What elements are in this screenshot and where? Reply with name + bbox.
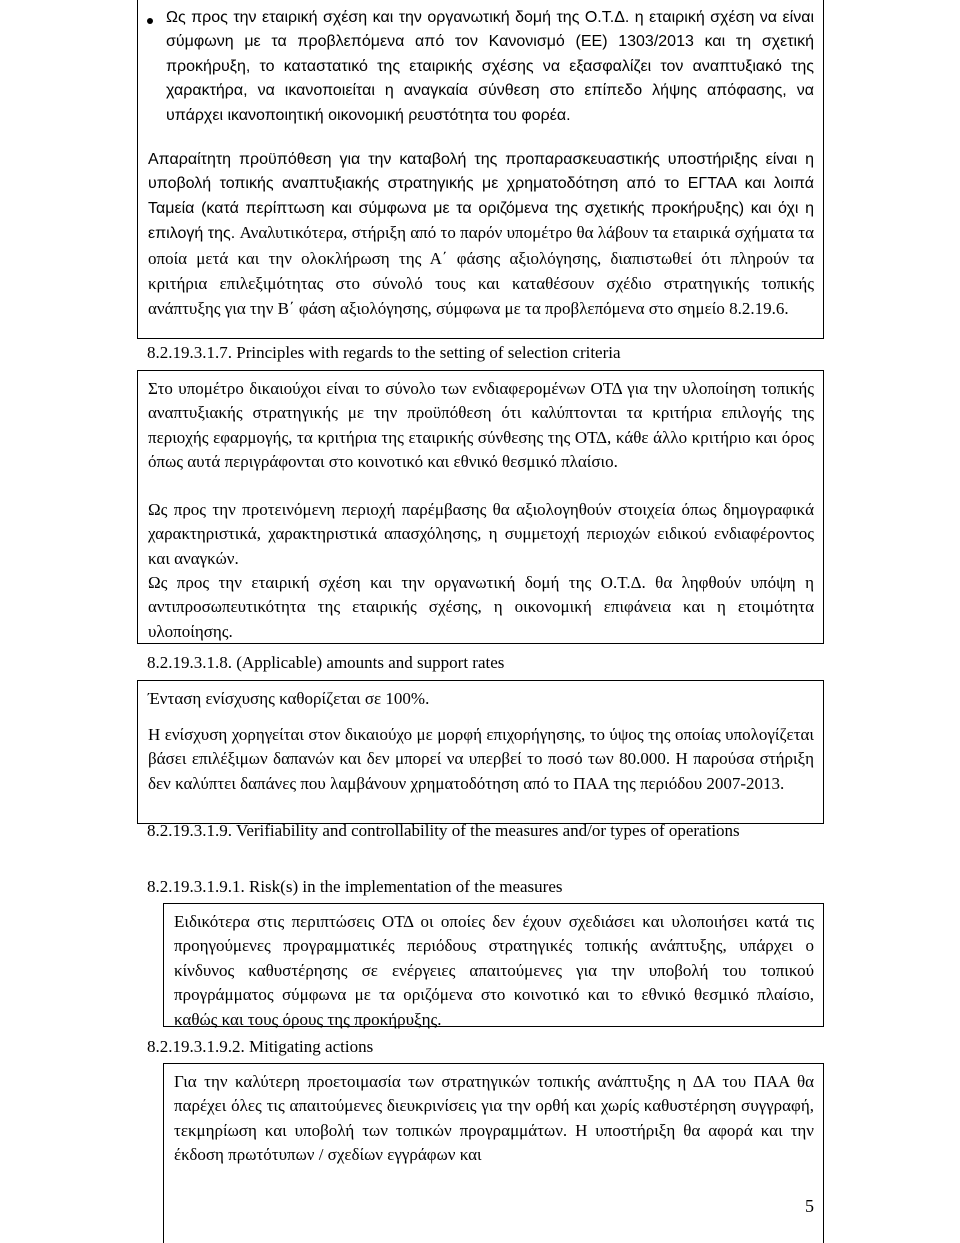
section-heading-amounts: 8.2.19.3.1.8. (Applicable) amounts and support rates xyxy=(147,653,505,672)
section-heading-mitigating: 8.2.19.3.1.9.2. Mitigating actions xyxy=(147,1037,374,1056)
risks-box xyxy=(163,903,824,1027)
beneficiaries-paragraph: Στο υπομέτρο δικαιούχοι είναι το σύνολο των ενδιαφερομένων ΟΤΔ για την υλοποίηση τοπικής αναπτυξιακής στρατηγικής με την προϋπόθεση ότι καλύπτονται τα κριτήρια επιλογής της περιοχής εφαρμογής, τα κριτήρια της εταιρικής σύνθεσης της ΟΤΔ, κάθε άλλο κριτήριο και όρος όπως αυτά περιγράφονται στο κοινοτικό και εθνικό θεσμικό πλαίσιο. xyxy=(148,379,814,472)
criteria-box-continued xyxy=(137,0,824,339)
section-heading-risks: 8.2.19.3.1.9.1. Risk(s) in the implementation of the measures xyxy=(147,877,563,896)
precondition-text: Απαραίτητη προϋπόθεση για την καταβολή της προπαρασκευαστικής υποστήριξης είναι η υποβολή τοπικής αναπτυξιακής στρατηγικής με χρηματοδότηση από το ΕΓΤΑΑ και λοιπά Ταμεία (κατά περίπτωση και σύμφωνα με τα οριζόμενα της σχετικής προκήρυξης) και όχι η επιλογή της. xyxy=(148,151,814,243)
page-number: 5 xyxy=(805,1196,814,1216)
partnership-paragraph: Ως προς την εταιρική σχέση και την οργανωτική δομή της Ο.Τ.Δ. θα ληφθούν υπόψη η αντιπροσωπευτικότητα της εταιρικής σχέσης, η οικονομική επιφάνεια και η ετοιμότητα υλοποίησης. xyxy=(148,573,814,641)
grant-paragraph: Η ενίσχυση χορηγείται στον δικαιούχο με μορφή επιχορήγησης, το ύψος της οποίας υπολογίζεται βάσει επιλέξιμων δαπανών και δεν μπορεί να υπερβεί το ποσό των 80.000. Η παρούσα στήριξη δεν καλύπτει δαπάνες που λαμβάνουν χρηματοδότηση από το ΠΑΑ της περιόδου 2007-2013. xyxy=(148,725,814,793)
mitigating-box xyxy=(163,1063,824,1243)
risks-paragraph: Ειδικότερα στις περιπτώσεις ΟΤΔ οι οποίες δεν έχουν σχεδιάσει και υλοποιήσει κατά τις προηγούμενες προγραμματικές περιόδους στρατηγικές τοπικής ανάπτυξης, υπάρχει ο κίνδυνος καθυστέρησης σε ενέργειες απαιτούμενες για την υποβολή του τοπικού προγράμματος σύμφωνα με τα οριζόμενα στο κοινοτικό και το εθνικό θεσμικό πλαίσιο, καθώς και τους όρους της προκήρυξης. xyxy=(174,912,814,1029)
section-heading-selection-criteria: 8.2.19.3.1.7. Principles with regards to the setting of selection criteria xyxy=(147,343,621,362)
detail-text: Αναλυτικότερα, στήριξη από το παρόν υπομέτρο θα λάβουν τα εταιρικά σχήματα τα οποία μετά και την ολοκλήρωση της Α΄ φάσης αξιολόγησης, διαπιστωθεί ότι πληρούν τα κριτήρια επιλεξιμότητας στο σύνολό τους και καταθέσουν σχέδιο στρατηγικής τοπικής ανάπτυξης για την Β΄ φάση αξιολόγησης, σύμφωνα με τα προβλεπόμενα στο σημείο 8.2.19.6. xyxy=(148,223,814,319)
section-heading-verifiability: 8.2.19.3.1.9. Verifiability and controllability of the measures and/or types of operations xyxy=(147,821,740,840)
intervention-area-paragraph: Ως προς την προτεινόμενη περιοχή παρέμβασης θα αξιολογηθούν στοιχεία όπως δημογραφικά χαρακτηριστικά, χαρακτηριστικά απασχόλησης, η συμμετοχή περιοχών ειδικού ενδιαφέροντος και αναγκών. xyxy=(148,500,814,568)
selection-criteria-box xyxy=(137,370,824,644)
aid-intensity-paragraph: Ένταση ενίσχυσης καθορίζεται σε 100%. xyxy=(148,689,430,708)
mitigating-paragraph: Για την καλύτερη προετοιμασία των στρατηγικών τοπικής ανάπτυξης η ΔΑ του ΠΑΑ θα παρέχει όλες τις απαιτούμενες διευκρινίσεις για την ορθή και χωρίς καθυστέρηση συγγραφή, τεκμηρίωση και υποβολή των τοπικών προγραμμάτων. Η υποστήριξη θα αφορά και την έκδοση πρωτότυπων / σχεδίων εγγράφων και xyxy=(174,1072,814,1165)
amounts-box xyxy=(137,680,824,824)
bullet-paragraph: Ως προς την εταιρική σχέση και την οργανωτική δομή της Ο.Τ.Δ. η εταιρική σχέση να είναι σύμφωνη με τα προβλεπόμενα από τον Κανονισμό (ΕΕ) 1303/2013 και τη σχετική προκήρυξη, το καταστατικό της εταιρικής σχέσης να εξασφαλίζει τον αναπτυξιακό της χαρακτήρα, να ικανοποιείται η αναγκαία σύνθεση στο επίπεδο λήψης απόφασης, να υπάρχει ικανοποιητική οικονομική ρευστότητα του φορέα. xyxy=(166,9,814,124)
precondition-paragraph xyxy=(148,148,814,323)
bullet-icon xyxy=(147,18,153,24)
